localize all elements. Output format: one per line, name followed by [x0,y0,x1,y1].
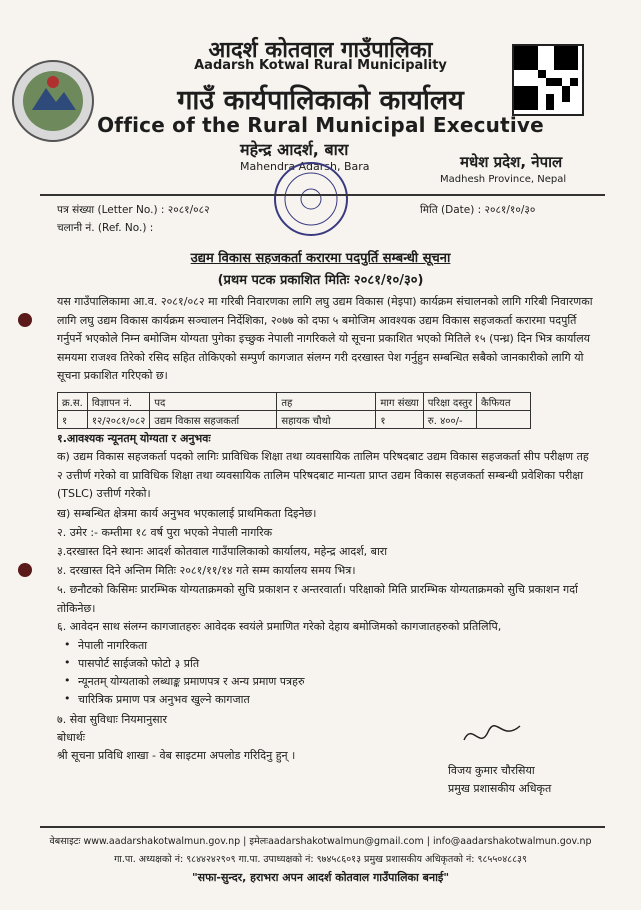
table-cell: रु. ४००/- [423,411,476,429]
table-header: परिक्षा दस्तुर [423,393,476,411]
list-item: • चारित्रिक प्रमाण पत्र अनुभव खुल्ने कागजात [78,692,250,707]
office-stamp-icon [270,158,352,240]
office-name-en: Office of the Rural Municipal Executive [97,113,544,137]
section-qualification-b: ख) सम्बन्धित क्षेत्रमा कार्य अनुभव भएकालाई प्राथमिकता दिइनेछ। [57,507,317,520]
municipality-name-nep: आदर्श कोतवाल गाउँपालिका [208,38,433,63]
section-deadline: ४. दरखास्त दिने अन्तिम मितिः २०८१/११/१४ गते सम्म कार्यालय समय भित्र। [57,564,356,577]
notice-title: उद्यम विकास सहजकर्ता करारमा पदपुर्ति सम्बन्धी सूचना [190,251,451,266]
letter-number: पत्र संख्या (Letter No.) : २०८१/०८२ [57,204,210,216]
table-cell: १ [58,411,88,429]
letter-date: मिति (Date) : २०८१/१०/३० [420,204,536,216]
cc-label: बोधार्थः [57,731,85,744]
punch-hole-icon [18,313,32,327]
location-en: Mahendra Adarsh, Bara [240,160,370,173]
signatory-designation: प्रमुख प्रशासकीय अधिकृत [448,782,552,795]
notice-subtitle: (प्रथम पटक प्रकाशित मितिः २०८१/१०/३०) [217,273,424,288]
table-header: कैफियत [477,393,531,411]
vacancy-table [57,392,531,429]
table-row [58,411,531,429]
signature-icon [462,720,522,750]
list-item: • न्यूनतम् योग्यताको लब्धाङ्क प्रमाणपत्र र अन्य प्रमाण पत्रहरु [78,674,305,689]
table-cell: १ [376,411,423,429]
list-item: • पासपोर्ट साईजको फोटो ३ प्रति [78,656,199,671]
office-name-nep: गाउँ कार्यपालिकाको कार्यालय [177,85,464,116]
table-header: क्र.स. [58,393,88,411]
punch-hole-icon [18,563,32,577]
cc-recipient: श्री सूचना प्रविधि शाखा - वेब साइटमा अपलोड गरिदिनु हुन् । [57,749,296,762]
location-nep: महेन्द्र आदर्श, बारा [240,140,349,159]
footer-contacts: वेबसाइटः www.aadarshakotwalmun.gov.np | इमेलःaadarshakotwalmun@gmail.com | info@aadarshakotwalmun.gov.np [49,836,592,847]
table-cell: सहायक चौथो [277,411,376,429]
table-header: विज्ञापन नं. [87,393,150,411]
table-header: तह [277,393,376,411]
section-benefits: ७. सेवा सुविधाः नियमानुसार [57,713,167,726]
signatory-name: विजय कुमार चौरसिया [448,764,535,777]
table-header: माग संख्या [376,393,423,411]
province-nep: मधेश प्रदेश, नेपाल [460,153,563,171]
ref-number: चलानी नं. (Ref. No.) : [57,222,154,234]
footer-divider [40,826,605,828]
section-age: २. उमेर :- कम्तीमा १८ वर्ष पुरा भएको नेपाली नागरिक [57,526,273,539]
header-divider [40,194,605,196]
section-place: ३.दरखास्त दिने स्थानः आदर्श कोतवाल गाउँपालिकाको कार्यालय, महेन्द्र आदर्श, बारा [57,545,388,558]
footer-slogan: "सफा-सुन्दर, हराभरा अपन आदर्श कोतवाल गाउँपालिका बनाई" [191,871,450,884]
list-item: • नेपाली नागरिकता [78,638,147,653]
table-header-row [58,393,531,411]
municipality-name-en: Aadarsh Kotwal Rural Municipality [194,58,447,73]
table-cell: १२/२०८१/०८२ [87,411,150,429]
notice-body: यस गाउँपालिकामा आ.व. २०८१/०८२ मा गरिबी निवारणका लागि लघु उद्यम विकास (मेइपा) कार्यक्रम संचालनको लागि गरिबी निवारणका लागि लघु उद्यम विकास कार्यक्रम सञ्चालन निर्देशिका, २०७७ को दफा ५ बमोजिम आवश्यक उद्यम विकास सहजकर्ता करारमा पदपुर्ति गर्नुपर्ने भएकोले निम्न बमोजिम योग्यता पुगेका इच्छुक नेपाली नागरिकले यो सूचना प्रकाशित भएको मितिले १५ (पन्ध्र) दिन भित्र कार्यालय समयमा राजश्व तिरेको रसिद सहित तोकिएको सम्पुर्ण कागजात संलग्न गरी दरखास्त पेश गर्नुहुन सम्बन्धित सबैको जानकारीको लागि यो सूचना प्रकाशित गरिएको छ। [57,295,593,383]
footer-phones: गा.पा. अध्यक्षको नं: ९८४४२४२९०९ गा.पा. उपाध्यक्षको नं: ९७४५८६०१३ प्रमुख प्रशासकीय अधिकृतको नं: ९८५५०४८८३९ [114,854,527,865]
section-qualification-title: १.आवश्यक न्यूनतम् योग्यता र अनुभवः [57,432,211,445]
section-selection: ५. छनौटको किसिमः प्रारम्भिक योग्यताक्रमको सुचि प्रकाशन र अन्तरवार्ता। परिक्षाको मिति प्रारम्भिक योग्यताक्रमको सुचि प्रकाशन गर्दा तोकिनेछ। [57,583,578,615]
table-header: पद [150,393,277,411]
section-documents: ६. आवेदन साथ संलग्न कागजातहरुः आवेदक स्वयंले प्रमाणित गरेको देहाय बमोजिमको कागजातहरुको प्रतिलिपि, [57,620,502,633]
province-en: Madhesh Province, Nepal [440,174,567,185]
table-cell: उद्यम विकास सहजकर्ता [150,411,277,429]
table-cell [477,411,531,429]
section-qualification-a: क) उद्यम विकास सहजकर्ता पदको लागिः प्राविधिक शिक्षा तथा व्यवसायिक तालिम परिषदबाट उद्यम विकास सहजकर्ता सीप परीक्षण तह २ उत्तीर्ण गरेको वा प्राविधिक शिक्षा तथा व्यवसायिक तालिम परिषदबाट मान्यता प्राप्त उद्यम विकास सहजकर्ता सम्बन्धी प्रवेशिका परीक्षा (TSLC) उत्तीर्ण गरेको। [57,450,589,501]
